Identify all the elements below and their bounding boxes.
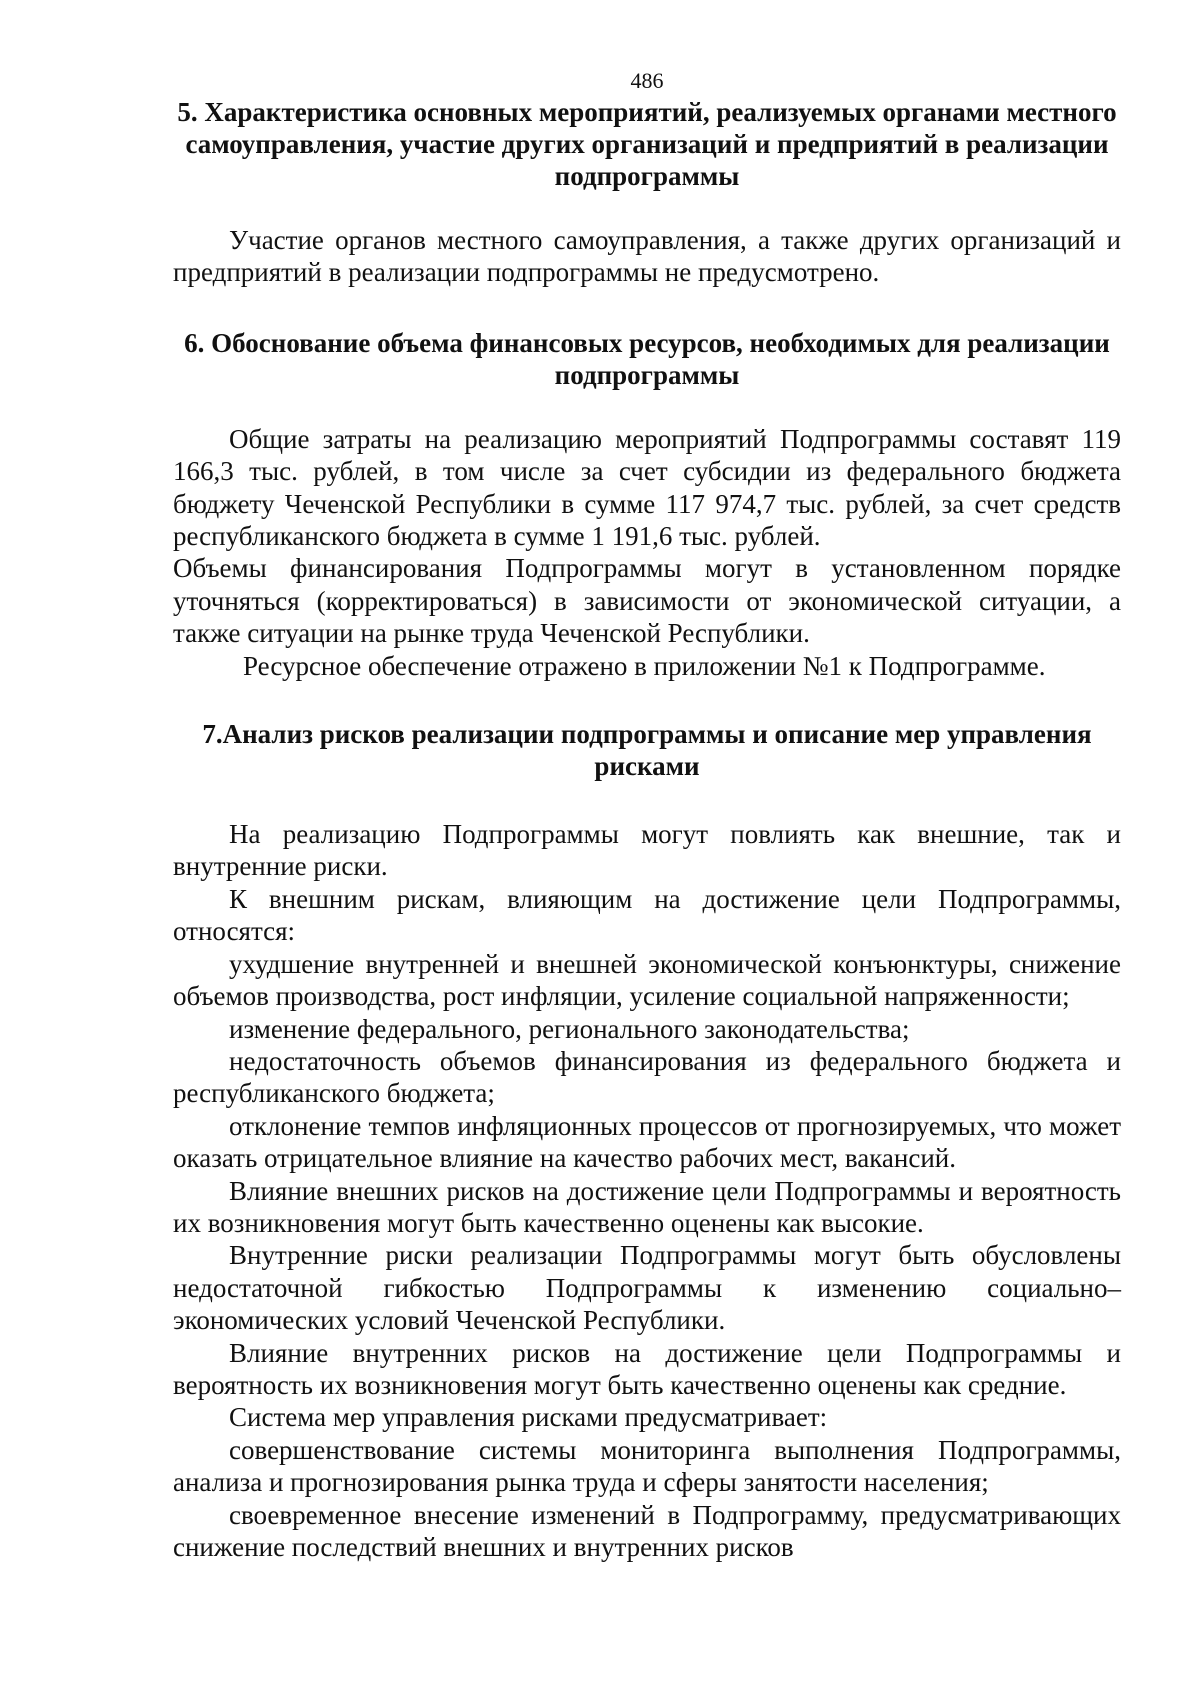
section-7-paragraph-1: На реализацию Подпрограммы могут повлиять как внешние, так и внутренние риски. (173, 819, 1121, 882)
section-7-paragraph-5: недостаточность объемов финансирования из федерального бюджета и республиканского бюджета; (173, 1045, 1121, 1109)
section-7-paragraph-4: изменение федерального, регионального законодательства; (229, 1013, 910, 1044)
section-6-paragraph-3: Ресурсное обеспечение отражено в приложении №1 к Подпрограмме. (243, 650, 1046, 681)
section-6-paragraph-2: Объемы финансирования Подпрограммы могут в установленном порядке уточняться (корректироваться) в зависимости от экономической ситуации, а также ситуации на рынке труда Чеченской Республики. (173, 553, 1121, 649)
section-7-paragraph-2: К внешним рискам, влияющим на достижение цели Подпрограммы, относятся: (173, 883, 1121, 947)
section-7-paragraph-10: Система мер управления рисками предусматривает: (229, 1402, 828, 1433)
section-7-paragraph-3: ухудшение внутренней и внешней экономической конъюнктуры, снижение объемов производства, рост инфляции, усиление социальной напряженности; (173, 948, 1121, 1012)
section-5-paragraph-1: Участие органов местного самоуправления, а также других организаций и предприятий в реализации подпрограммы не предусмотрено. (173, 225, 1121, 288)
section-6-paragraph-1: Общие затраты на реализацию мероприятий Подпрограммы составят 119 166,3 тыс. рублей, в том числе за счет субсидии из федерального бюджета бюджету Чеченской Республики в сумме 117 974,7 тыс. рублей, за счет средств республиканского бюджета в сумме 1 191,6 тыс. рублей. (173, 423, 1121, 552)
document-page (173, 68, 1121, 1563)
section-5-heading: 5. Характеристика основных мероприятий, реализуемых органами местного самоуправления, участие других организаций и предприятий в реализации подпрограммы (177, 97, 1117, 191)
section-7-paragraph-12: своевременное внесение изменений в Подпрограмму, предусматривающих снижение последствий внешних и внутренних рисков (173, 1499, 1121, 1562)
page-number: 486 (630, 68, 664, 93)
section-7-heading: 7.Анализ рисков реализации подпрограммы и описание мер управления рисками (202, 719, 1092, 782)
section-7-paragraph-8: Внутренние риски реализации Подпрограммы могут быть обусловлены недостаточной гибкостью Подпрограммы к изменению социально–экономических условий Чеченской Республики. (173, 1240, 1121, 1336)
section-7-paragraph-9: Влияние внутренних рисков на достижение цели Подпрограммы и вероятность их возникновения могут быть качественно оценены как средние. (173, 1337, 1121, 1400)
section-7-paragraph-7: Влияние внешних рисков на достижение цели Подпрограммы и вероятность их возникновения могут быть качественно оценены как высокие. (173, 1175, 1121, 1238)
section-7-paragraph-11: совершенствование системы мониторинга выполнения Подпрограммы, анализа и прогнозирования рынка труда и сферы занятости населения; (173, 1434, 1121, 1498)
section-7-paragraph-6: отклонение темпов инфляционных процессов от прогнозируемых, что может оказать отрицательное влияние на качество рабочих мест, вакансий. (173, 1110, 1121, 1174)
section-6-heading: 6. Обоснование объема финансовых ресурсов, необходимых для реализации подпрограммы (184, 327, 1110, 390)
